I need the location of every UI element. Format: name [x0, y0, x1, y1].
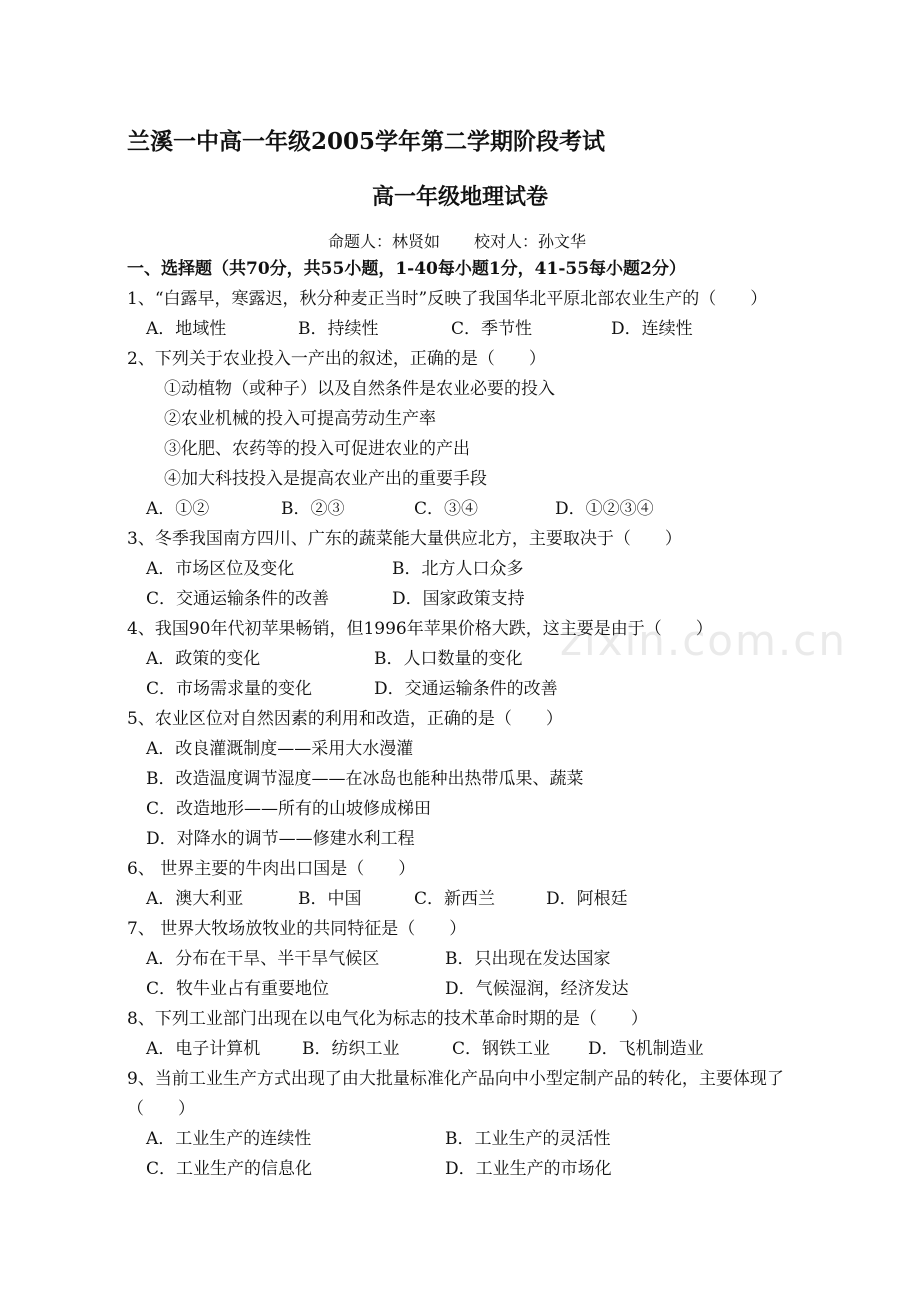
option-a: A．工业生产的连续性 — [146, 1129, 312, 1149]
statement-item: ④加大科技投入是提高农业产出的重要手段 — [164, 469, 487, 489]
option-a: A．改良灌溉制度——采用大水漫灌 — [146, 739, 414, 759]
option-d: D．连续性 — [611, 319, 693, 339]
option-d: D．气候湿润，经济发达 — [445, 979, 629, 999]
option-c: C．工业生产的信息化 — [146, 1159, 313, 1179]
option-c: C．交通运输条件的改善 — [146, 589, 330, 609]
option-b: B．中国 — [298, 889, 362, 909]
proofreader-label: 校对人：孙文华 — [474, 232, 587, 251]
option-d: D．国家政策支持 — [392, 589, 525, 609]
question-stem: 4、我国90年代初苹果畅销，但1996年苹果价格大跌，这主要是由于（ ） — [127, 619, 713, 639]
question-stem: 5、农业区位对自然因素的利用和改造，正确的是（ ） — [127, 709, 563, 729]
option-b: B．改造温度调节湿度——在冰岛也能种出热带瓜果、蔬菜 — [146, 769, 584, 789]
option-d: D．飞机制造业 — [588, 1039, 704, 1059]
question-stem: 7、 世界大牧场放牧业的共同特征是（ ） — [127, 919, 467, 939]
option-c: C．市场需求量的变化 — [146, 679, 313, 699]
option-a: A．地域性 — [146, 319, 227, 339]
option-a: A．政策的变化 — [146, 649, 261, 669]
paper-subtitle: 高一年级地理试卷 — [371, 184, 548, 210]
setter-label: 命题人：林贤如 — [328, 232, 441, 251]
option-b: B．工业生产的灵活性 — [445, 1129, 611, 1149]
option-b: B．只出现在发达国家 — [445, 949, 611, 969]
section-heading: 一、选择题（共70分，共55小题，1-40每小题1分，41-55每小题2分） — [127, 259, 686, 279]
option-c: C．新西兰 — [414, 889, 496, 909]
question-stem: 9、当前工业生产方式出现了由大批量标准化产品向中小型定制产品的转化，主要体现了 — [127, 1069, 784, 1089]
option-a: A．①② — [146, 499, 210, 519]
option-a: A．分布在干旱、半干旱气候区 — [146, 949, 380, 969]
question-stem: 8、下列工业部门出现在以电气化为标志的技术革命时期的是（ ） — [127, 1009, 648, 1029]
option-b: B．纺织工业 — [302, 1039, 400, 1059]
option-a: A．电子计算机 — [146, 1039, 261, 1059]
question-stem: 3、冬季我国南方四川、广东的蔬菜能大量供应北方，主要取决于（ ） — [127, 529, 682, 549]
option-b: B．②③ — [281, 499, 345, 519]
question-stem: 2、下列关于农业投入一产出的叙述，正确的是（ ） — [127, 349, 546, 369]
option-c: C．改造地形——所有的山坡修成梯田 — [146, 799, 432, 819]
option-d: D．阿根廷 — [546, 889, 628, 909]
option-d: D．对降水的调节——修建水利工程 — [146, 829, 415, 849]
option-d: D．①②③④ — [555, 499, 654, 519]
question-stem: 1、“白露早，寒露迟，秋分种麦正当时”反映了我国华北平原北部农业生产的（ ） — [127, 289, 768, 309]
question-stem: 6、 世界主要的牛肉出口国是（ ） — [127, 859, 416, 879]
option-d: D．交通运输条件的改善 — [374, 679, 558, 699]
statement-item: ③化肥、农药等的投入可促进农业的产出 — [164, 439, 470, 459]
exam-title: 兰溪一中高一年级2005学年第二学期阶段考试 — [127, 128, 606, 155]
option-c: C．季节性 — [451, 319, 533, 339]
option-b: B．北方人口众多 — [392, 559, 524, 579]
option-c: C．牧牛业占有重要地位 — [146, 979, 330, 999]
option-a: A．澳大利亚 — [146, 889, 244, 909]
option-d: D．工业生产的市场化 — [445, 1159, 612, 1179]
question-stem-continued: （ ） — [127, 1099, 195, 1119]
statement-item: ②农业机械的投入可提高劳动生产率 — [164, 409, 436, 429]
author-line — [328, 229, 586, 252]
statement-item: ①动植物（或种子）以及自然条件是农业必要的投入 — [164, 379, 555, 399]
option-a: A．市场区位及变化 — [146, 559, 295, 579]
watermark: zixin.com.cn — [560, 616, 847, 665]
option-b: B．持续性 — [298, 319, 379, 339]
option-c: C．钢铁工业 — [452, 1039, 551, 1059]
option-b: B．人口数量的变化 — [374, 649, 523, 669]
option-c: C．③④ — [414, 499, 479, 519]
